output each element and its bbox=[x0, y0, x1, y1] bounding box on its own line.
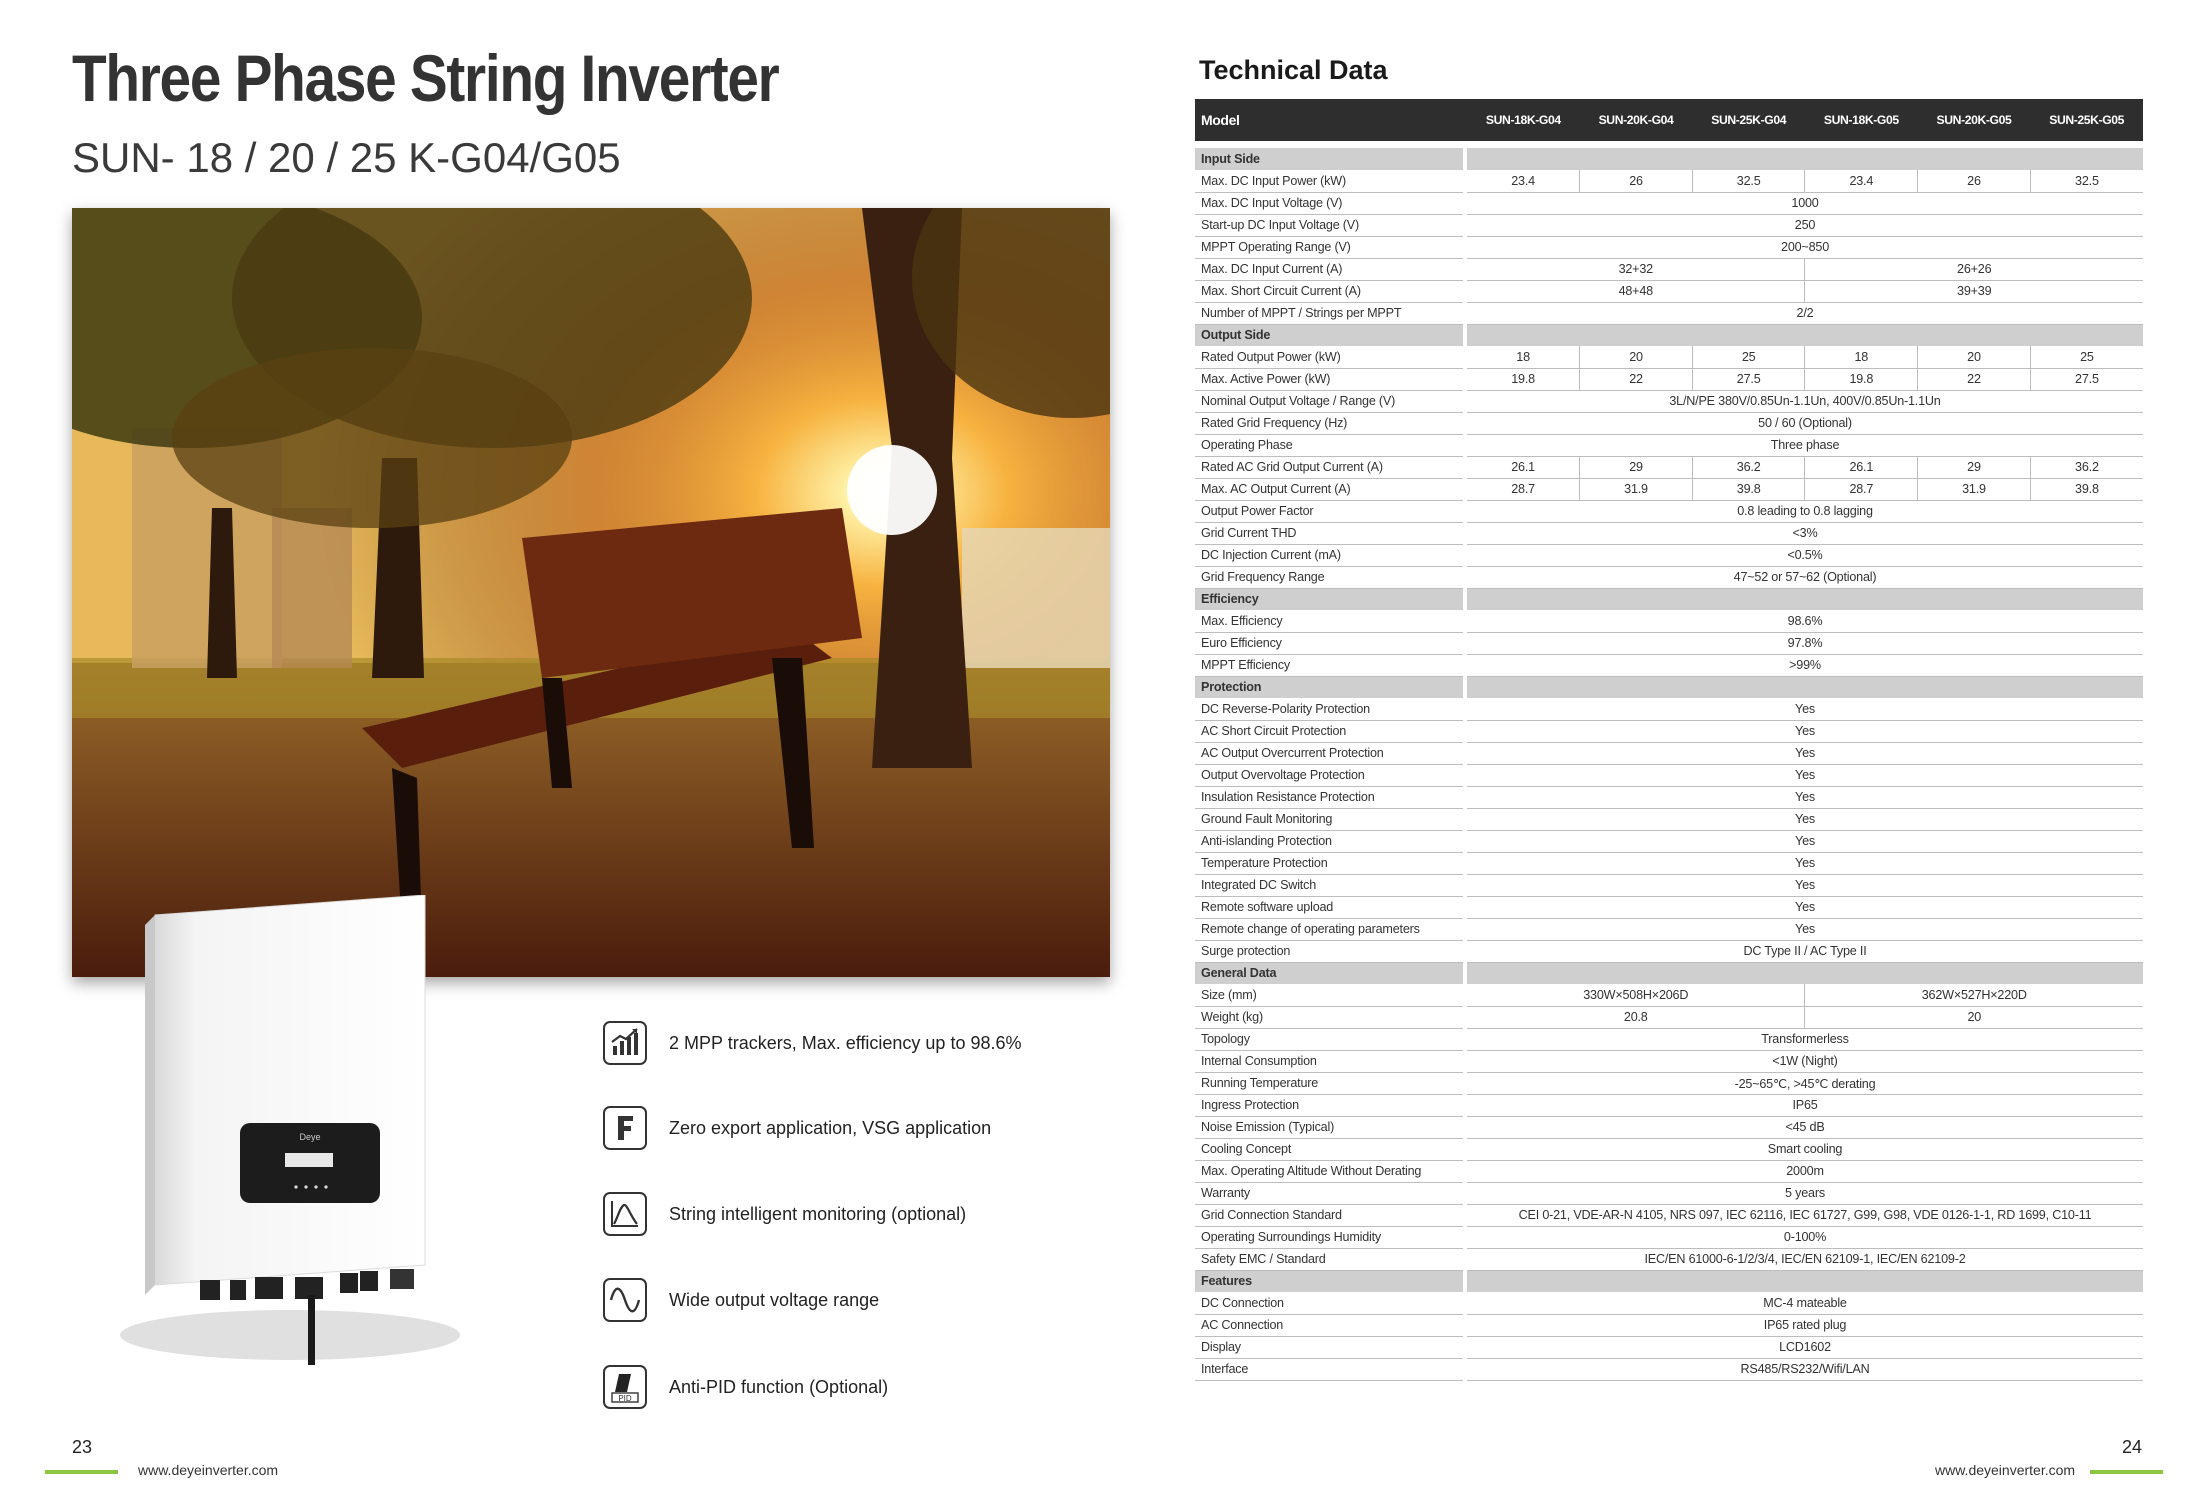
row-label: Max. DC Input Current (A) bbox=[1195, 258, 1463, 280]
table-row bbox=[1195, 1094, 2143, 1116]
table-row bbox=[1195, 1292, 2143, 1314]
cell-value: Yes bbox=[1467, 720, 2143, 742]
table-row bbox=[1195, 412, 2143, 434]
cell-value: 32.5 bbox=[2030, 170, 2143, 192]
cell-value: 39.8 bbox=[1692, 478, 1805, 500]
cell-value: <45 dB bbox=[1467, 1116, 2143, 1138]
table-row bbox=[1195, 346, 2143, 368]
cell-value: 28.7 bbox=[1805, 478, 1918, 500]
table-row bbox=[1195, 390, 2143, 412]
table-row bbox=[1195, 368, 2143, 390]
cell-value: 26 bbox=[1580, 170, 1693, 192]
row-label: DC Injection Current (mA) bbox=[1195, 544, 1463, 566]
row-label: Max. Short Circuit Current (A) bbox=[1195, 280, 1463, 302]
cell-value: Smart cooling bbox=[1467, 1138, 2143, 1160]
cell-value: 25 bbox=[2030, 346, 2143, 368]
sine-wave-icon bbox=[603, 1278, 647, 1322]
row-label: Max. AC Output Current (A) bbox=[1195, 478, 1463, 500]
cell-value: 98.6% bbox=[1467, 610, 2143, 632]
table-row bbox=[1195, 654, 2143, 676]
cell-value: 39+39 bbox=[1805, 280, 2143, 302]
table-row bbox=[1195, 940, 2143, 962]
row-label: Rated Output Power (kW) bbox=[1195, 346, 1463, 368]
row-label: Output Overvoltage Protection bbox=[1195, 764, 1463, 786]
table-row bbox=[1195, 1358, 2143, 1380]
cell-value: IP65 rated plug bbox=[1467, 1314, 2143, 1336]
row-label: AC Connection bbox=[1195, 1314, 1463, 1336]
header-spacer bbox=[1195, 141, 2143, 148]
left-footer-accent bbox=[45, 1470, 118, 1474]
table-row bbox=[1195, 698, 2143, 720]
cell-value: 29 bbox=[1580, 456, 1693, 478]
cell-value: CEI 0-21, VDE-AR-N 4105, NRS 097, IEC 62116, IEC 61727, G99, G98, VDE 0126-1-1, RD 1699, C10-11 bbox=[1467, 1204, 2143, 1226]
section-row bbox=[1195, 324, 2143, 346]
table-row bbox=[1195, 500, 2143, 522]
row-label: Max. Operating Altitude Without Derating bbox=[1195, 1160, 1463, 1182]
park-bench-sunset-photo bbox=[72, 208, 1110, 977]
table-row bbox=[1195, 1160, 2143, 1182]
row-label: AC Output Overcurrent Protection bbox=[1195, 742, 1463, 764]
cell-value: Yes bbox=[1467, 874, 2143, 896]
table-row bbox=[1195, 302, 2143, 324]
row-label: MPPT Efficiency bbox=[1195, 654, 1463, 676]
table-row bbox=[1195, 456, 2143, 478]
table-row bbox=[1195, 632, 2143, 654]
cell-value: 26 bbox=[1918, 170, 2031, 192]
row-label: Ground Fault Monitoring bbox=[1195, 808, 1463, 830]
feature-text: String intelligent monitoring (optional) bbox=[669, 1203, 967, 1224]
cell-value: Yes bbox=[1467, 918, 2143, 940]
cell-value: IP65 bbox=[1467, 1094, 2143, 1116]
row-label: Grid Current THD bbox=[1195, 522, 1463, 544]
row-label: Grid Frequency Range bbox=[1195, 566, 1463, 588]
cell-value: MC-4 mateable bbox=[1467, 1292, 2143, 1314]
cell-value: 39.8 bbox=[2030, 478, 2143, 500]
section-label: Input Side bbox=[1195, 148, 1463, 170]
cell-value: 27.5 bbox=[1692, 368, 1805, 390]
table-row bbox=[1195, 1050, 2143, 1072]
table-row bbox=[1195, 720, 2143, 742]
table-row bbox=[1195, 1314, 2143, 1336]
table-row bbox=[1195, 1006, 2143, 1028]
cell-value: Yes bbox=[1467, 786, 2143, 808]
table-row bbox=[1195, 984, 2143, 1006]
row-label: Max. Efficiency bbox=[1195, 610, 1463, 632]
cell-value: Yes bbox=[1467, 830, 2143, 852]
feature-text: Wide output voltage range bbox=[669, 1289, 880, 1310]
cell-value: Three phase bbox=[1467, 434, 2143, 456]
cell-value: 362W×527H×220D bbox=[1805, 984, 2143, 1006]
row-label: Size (mm) bbox=[1195, 984, 1463, 1006]
section-label: Efficiency bbox=[1195, 588, 1463, 610]
row-label: Integrated DC Switch bbox=[1195, 874, 1463, 896]
table-row bbox=[1195, 610, 2143, 632]
table-row bbox=[1195, 566, 2143, 588]
cell-value: 20.8 bbox=[1467, 1006, 1805, 1028]
row-label: Operating Surroundings Humidity bbox=[1195, 1226, 1463, 1248]
table-row bbox=[1195, 434, 2143, 456]
cell-value: Yes bbox=[1467, 896, 2143, 918]
cell-value: 200~850 bbox=[1467, 236, 2143, 258]
cell-value: 48+48 bbox=[1467, 280, 1805, 302]
feature-item bbox=[603, 1278, 879, 1322]
row-label: Display bbox=[1195, 1336, 1463, 1358]
row-label: Internal Consumption bbox=[1195, 1050, 1463, 1072]
cell-value: 47~52 or 57~62 (Optional) bbox=[1467, 566, 2143, 588]
header-model-label: Model bbox=[1195, 99, 1463, 141]
right-website-link[interactable]: www.deyeinverter.com bbox=[1935, 1462, 2076, 1478]
row-label: Grid Connection Standard bbox=[1195, 1204, 1463, 1226]
table-row bbox=[1195, 236, 2143, 258]
cell-value: <3% bbox=[1467, 522, 2143, 544]
efficiency-chart-icon bbox=[603, 1021, 647, 1065]
table-row bbox=[1195, 896, 2143, 918]
cell-value: Yes bbox=[1467, 852, 2143, 874]
row-label: Warranty bbox=[1195, 1182, 1463, 1204]
row-label: Running Temperature bbox=[1195, 1072, 1463, 1094]
row-label: Temperature Protection bbox=[1195, 852, 1463, 874]
table-row bbox=[1195, 1226, 2143, 1248]
feature-text: 2 MPP trackers, Max. efficiency up to 98.6% bbox=[669, 1032, 1022, 1053]
cell-value: 19.8 bbox=[1467, 368, 1580, 390]
cell-value: 250 bbox=[1467, 214, 2143, 236]
row-label: MPPT Operating Range (V) bbox=[1195, 236, 1463, 258]
row-label: Topology bbox=[1195, 1028, 1463, 1050]
cell-value: Yes bbox=[1467, 808, 2143, 830]
row-label: Ingress Protection bbox=[1195, 1094, 1463, 1116]
cell-value: DC Type II / AC Type II bbox=[1467, 940, 2143, 962]
section-label: General Data bbox=[1195, 962, 1463, 984]
row-label: AC Short Circuit Protection bbox=[1195, 720, 1463, 742]
table-row bbox=[1195, 1248, 2143, 1270]
table-row bbox=[1195, 1028, 2143, 1050]
table-row bbox=[1195, 214, 2143, 236]
table-row bbox=[1195, 478, 2143, 500]
inverter-product-image bbox=[60, 895, 460, 1375]
header-model: SUN-18K-G05 bbox=[1805, 99, 1918, 141]
table-row bbox=[1195, 852, 2143, 874]
row-label: DC Connection bbox=[1195, 1292, 1463, 1314]
cell-value: 20 bbox=[1805, 1006, 2143, 1028]
row-label: Rated AC Grid Output Current (A) bbox=[1195, 456, 1463, 478]
section-row bbox=[1195, 148, 2143, 170]
feature-item bbox=[603, 1192, 966, 1236]
monitoring-curve-icon bbox=[603, 1192, 647, 1236]
cell-value: 22 bbox=[1580, 368, 1693, 390]
cell-value: 36.2 bbox=[1692, 456, 1805, 478]
row-label: Euro Efficiency bbox=[1195, 632, 1463, 654]
cell-value: <1W (Night) bbox=[1467, 1050, 2143, 1072]
cell-value: 2/2 bbox=[1467, 302, 2143, 324]
cell-value: 330W×508H×206D bbox=[1467, 984, 1805, 1006]
cell-value: 28.7 bbox=[1467, 478, 1580, 500]
cell-value: 29 bbox=[1918, 456, 2031, 478]
section-band bbox=[1467, 588, 2143, 610]
section-row bbox=[1195, 676, 2143, 698]
table-row bbox=[1195, 1336, 2143, 1358]
cell-value: >99% bbox=[1467, 654, 2143, 676]
section-band bbox=[1467, 1270, 2143, 1292]
header-model: SUN-18K-G04 bbox=[1467, 99, 1580, 141]
row-label: Remote software upload bbox=[1195, 896, 1463, 918]
table-row bbox=[1195, 280, 2143, 302]
right-footer-accent bbox=[2090, 1470, 2163, 1474]
section-band bbox=[1467, 148, 2143, 170]
inverter-brand-label: Deye bbox=[299, 1132, 321, 1142]
feature-text: Zero export application, VSG application bbox=[669, 1117, 992, 1138]
row-label: Weight (kg) bbox=[1195, 1006, 1463, 1028]
cell-value: 20 bbox=[1918, 346, 2031, 368]
cell-value: Yes bbox=[1467, 764, 2143, 786]
table-row bbox=[1195, 258, 2143, 280]
cell-value: 0-100% bbox=[1467, 1226, 2143, 1248]
row-label: Interface bbox=[1195, 1358, 1463, 1380]
header-model: SUN-20K-G04 bbox=[1580, 99, 1693, 141]
technical-data-table bbox=[1195, 99, 2143, 1381]
left-page-number: 23 bbox=[72, 1437, 93, 1457]
cell-value: 97.8% bbox=[1467, 632, 2143, 654]
cell-value: 26.1 bbox=[1467, 456, 1580, 478]
row-label: Output Power Factor bbox=[1195, 500, 1463, 522]
cell-value: 20 bbox=[1580, 346, 1693, 368]
cell-value: 22 bbox=[1918, 368, 2031, 390]
cell-value: Yes bbox=[1467, 742, 2143, 764]
cell-value: 3L/N/PE 380V/0.85Un-1.1Un, 400V/0.85Un-1.1Un bbox=[1467, 390, 2143, 412]
row-label: Nominal Output Voltage / Range (V) bbox=[1195, 390, 1463, 412]
table-row bbox=[1195, 764, 2143, 786]
cell-value: -25~65℃, >45℃ derating bbox=[1467, 1072, 2143, 1094]
row-label: Remote change of operating parameters bbox=[1195, 918, 1463, 940]
section-band bbox=[1467, 676, 2143, 698]
cell-value: 31.9 bbox=[1580, 478, 1693, 500]
row-label: Operating Phase bbox=[1195, 434, 1463, 456]
cell-value: Transformerless bbox=[1467, 1028, 2143, 1050]
header-model: SUN-25K-G04 bbox=[1692, 99, 1805, 141]
model-subtitle: SUN- 18 / 20 / 25 K-G04/G05 bbox=[72, 134, 621, 181]
header-model: SUN-25K-G05 bbox=[2030, 99, 2143, 141]
letter-f-icon bbox=[603, 1106, 647, 1150]
table-row bbox=[1195, 1138, 2143, 1160]
row-label: Surge protection bbox=[1195, 940, 1463, 962]
row-label: Max. DC Input Power (kW) bbox=[1195, 170, 1463, 192]
left-website-link[interactable]: www.deyeinverter.com bbox=[138, 1462, 279, 1478]
section-band bbox=[1467, 324, 2143, 346]
table-row bbox=[1195, 786, 2143, 808]
section-label: Output Side bbox=[1195, 324, 1463, 346]
table-row bbox=[1195, 1204, 2143, 1226]
row-label: Noise Emission (Typical) bbox=[1195, 1116, 1463, 1138]
pid-icon bbox=[603, 1365, 647, 1409]
row-label: Number of MPPT / Strings per MPPT bbox=[1195, 302, 1463, 324]
page-title: Three Phase String Inverter bbox=[72, 41, 779, 115]
cell-value: 18 bbox=[1805, 346, 1918, 368]
cell-value: <0.5% bbox=[1467, 544, 2143, 566]
row-label: Safety EMC / Standard bbox=[1195, 1248, 1463, 1270]
cell-value: IEC/EN 61000-6-1/2/3/4, IEC/EN 62109-1, IEC/EN 62109-2 bbox=[1467, 1248, 2143, 1270]
cell-value: 50 / 60 (Optional) bbox=[1467, 412, 2143, 434]
cell-value: 5 years bbox=[1467, 1182, 2143, 1204]
cell-value: 27.5 bbox=[2030, 368, 2143, 390]
cell-value: 32+32 bbox=[1467, 258, 1805, 280]
cell-value: 32.5 bbox=[1692, 170, 1805, 192]
table-row bbox=[1195, 1116, 2143, 1138]
feature-item bbox=[603, 1021, 1022, 1065]
table-row bbox=[1195, 522, 2143, 544]
row-label: Max. Active Power (kW) bbox=[1195, 368, 1463, 390]
cell-value: 26+26 bbox=[1805, 258, 2143, 280]
section-row bbox=[1195, 588, 2143, 610]
cell-value: 25 bbox=[1692, 346, 1805, 368]
row-label: Insulation Resistance Protection bbox=[1195, 786, 1463, 808]
table-row bbox=[1195, 742, 2143, 764]
cell-value: 31.9 bbox=[1918, 478, 2031, 500]
cell-value: 23.4 bbox=[1467, 170, 1580, 192]
row-label: Anti-islanding Protection bbox=[1195, 830, 1463, 852]
table-row bbox=[1195, 874, 2143, 896]
table-row bbox=[1195, 830, 2143, 852]
table-row bbox=[1195, 808, 2143, 830]
cell-value: 18 bbox=[1467, 346, 1580, 368]
cell-value: 1000 bbox=[1467, 192, 2143, 214]
header-model: SUN-20K-G05 bbox=[1918, 99, 2031, 141]
section-row bbox=[1195, 1270, 2143, 1292]
table-body bbox=[1195, 141, 2143, 1380]
table-header-row bbox=[1195, 99, 2143, 141]
section-band bbox=[1467, 962, 2143, 984]
table-row bbox=[1195, 1072, 2143, 1094]
row-label: DC Reverse-Polarity Protection bbox=[1195, 698, 1463, 720]
table-row bbox=[1195, 918, 2143, 940]
technical-data-heading: Technical Data bbox=[1199, 55, 1388, 85]
cell-value: 0.8 leading to 0.8 lagging bbox=[1467, 500, 2143, 522]
section-row bbox=[1195, 962, 2143, 984]
section-label: Protection bbox=[1195, 676, 1463, 698]
table-row bbox=[1195, 544, 2143, 566]
cell-value: 23.4 bbox=[1805, 170, 1918, 192]
row-label: Start-up DC Input Voltage (V) bbox=[1195, 214, 1463, 236]
cell-value: 36.2 bbox=[2030, 456, 2143, 478]
cell-value: 26.1 bbox=[1805, 456, 1918, 478]
cell-value: 2000m bbox=[1467, 1160, 2143, 1182]
section-label: Features bbox=[1195, 1270, 1463, 1292]
cell-value: 19.8 bbox=[1805, 368, 1918, 390]
feature-item bbox=[603, 1106, 991, 1150]
table-row bbox=[1195, 1182, 2143, 1204]
pid-icon-label: PID bbox=[618, 1394, 632, 1403]
table-row bbox=[1195, 170, 2143, 192]
cell-value: RS485/RS232/Wifi/LAN bbox=[1467, 1358, 2143, 1380]
feature-text: Anti-PID function (Optional) bbox=[669, 1376, 889, 1397]
cell-value: Yes bbox=[1467, 698, 2143, 720]
row-label: Rated Grid Frequency (Hz) bbox=[1195, 412, 1463, 434]
feature-item bbox=[603, 1365, 888, 1409]
row-label: Max. DC Input Voltage (V) bbox=[1195, 192, 1463, 214]
row-label: Cooling Concept bbox=[1195, 1138, 1463, 1160]
right-page-number: 24 bbox=[2122, 1437, 2143, 1457]
table-row bbox=[1195, 192, 2143, 214]
cell-value: LCD1602 bbox=[1467, 1336, 2143, 1358]
